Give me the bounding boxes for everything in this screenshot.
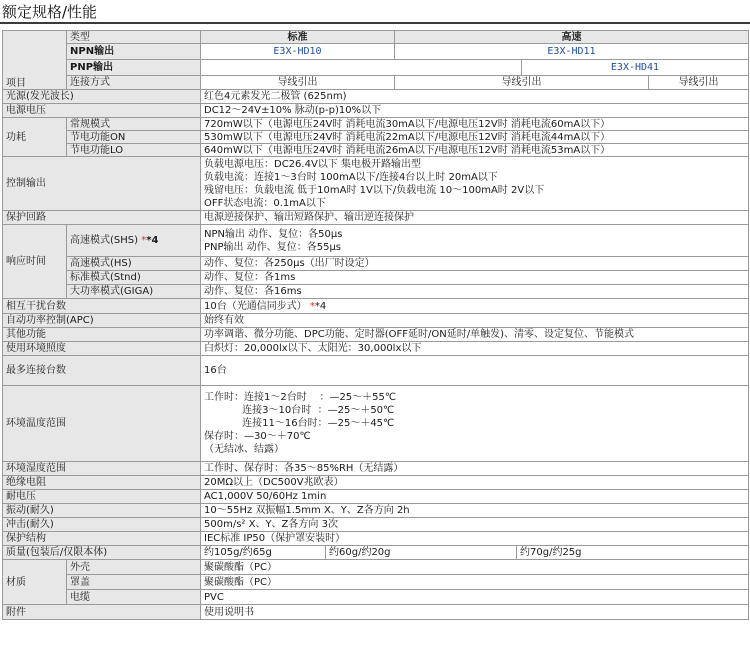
apc-label: 自动功率控制(APC)	[3, 314, 201, 328]
mutual-note: *4	[314, 300, 327, 312]
mutual-value-cell	[201, 299, 749, 314]
pnp-empty	[201, 60, 522, 76]
row-ambient-temp	[3, 386, 749, 462]
apc-value: 始终有效	[201, 314, 749, 328]
power-eco-on-label: 节电功能ON	[67, 131, 201, 144]
row-control-output	[3, 157, 749, 211]
response-hs-value: 动作、复位：各250μs（出厂时设定）	[201, 257, 749, 271]
ambient-humidity-value: 工作时、保存时：各35～85%RH（无结露）	[201, 462, 749, 476]
shs-asterisk: *	[141, 235, 147, 246]
power-eco-on-value: 530mW以下（电源电压24V时 消耗电流22mA以下/电源电压12V时 消耗电流44mA以下）	[201, 131, 749, 144]
ambient-temp-line: 连接11～16台时：—25～＋45℃	[204, 418, 395, 429]
response-shs-label	[67, 225, 201, 257]
ambient-temp-line: （无结冰、结露）	[204, 444, 284, 455]
npn-label: NPN输出	[67, 44, 201, 60]
row-power-eco-on	[3, 131, 749, 144]
type-label: 类型	[67, 31, 201, 44]
protect-struct-label: 保护结构	[3, 532, 201, 546]
supply-voltage-label: 电源电压	[3, 104, 201, 118]
insulation-value: 20MΩ以上（DC500V兆欧表）	[201, 476, 749, 490]
control-output-label: 控制输出	[3, 157, 201, 211]
withstand-label: 耐电压	[3, 490, 201, 504]
row-response-hs	[3, 257, 749, 271]
vibration-value: 10～55Hz 双振幅1.5mm X、Y、Z各方向 2h	[201, 504, 749, 518]
power-eco-lo-label: 节电功能LO	[67, 144, 201, 157]
conn-hd10: 导线引出	[201, 76, 395, 90]
material-case-label: 外壳	[67, 560, 201, 575]
row-light-source	[3, 90, 749, 104]
other-value: 功率调谐、微分功能、DPC功能、定时器(OFF延时/ON延时/单触发)、清零、设定复位、节能模式	[201, 328, 749, 342]
max-conn-value: 16台	[201, 356, 749, 386]
ambient-humidity-label: 环境湿度范围	[3, 462, 201, 476]
header-row-conn	[3, 76, 749, 90]
mass-hd11: 约60g/约20g	[326, 546, 517, 560]
insulation-label: 绝缘电阻	[3, 476, 201, 490]
row-max-conn	[3, 356, 749, 386]
shs-pnp-line: PNP输出 动作、复位：各55μs	[204, 241, 342, 253]
power-normal-label: 常规模式	[67, 118, 201, 131]
model-hd11: E3X-HD11	[395, 44, 749, 60]
header-row-pnp	[3, 60, 749, 76]
spec-table	[2, 30, 749, 620]
response-stnd-value: 动作、复位：各1ms	[201, 271, 749, 285]
row-supply-voltage	[3, 104, 749, 118]
power-label: 功耗	[3, 118, 67, 157]
material-cable-label: 电缆	[67, 590, 201, 605]
row-mass	[3, 546, 749, 560]
model-hd10: E3X-HD10	[201, 44, 395, 60]
accessory-label: 附件	[3, 605, 201, 620]
row-response-stnd	[3, 271, 749, 285]
mutual-label: 相互干扰台数	[3, 299, 201, 314]
model-hd41: E3X-HD41	[522, 60, 749, 76]
ambient-temp-value	[201, 386, 749, 462]
conn-label: 连接方式	[67, 76, 201, 90]
row-response-giga	[3, 285, 749, 299]
shock-label: 冲击(耐久)	[3, 518, 201, 532]
pnp-label: PNP输出	[67, 60, 201, 76]
protection-value: 电源逆接保护、输出短路保护、输出逆连接保护	[201, 211, 749, 225]
title-divider	[0, 22, 750, 24]
mass-label: 质量(包装后/仅限本体)	[3, 546, 201, 560]
control-output-line: 残留电压：负载电流 低于10mA时 1V以下/负载电流 10～100mA时 2V以下	[204, 184, 545, 196]
supply-voltage-value: DC12～24V±10% 脉动(p-p)10%以下	[201, 104, 749, 118]
row-power-normal	[3, 118, 749, 131]
mutual-asterisk: *	[309, 300, 315, 312]
mutual-value: 10台（光通信同步式）	[204, 300, 307, 312]
row-material-cable	[3, 590, 749, 605]
other-label: 其他功能	[3, 328, 201, 342]
response-stnd-label: 标准模式(Stnd)	[67, 271, 201, 285]
protect-struct-value: IEC标准 IP50（保护罩安装时）	[201, 532, 749, 546]
header-row-type	[3, 31, 749, 44]
row-ambient-humidity	[3, 462, 749, 476]
power-normal-value: 720mW以下（电源电压24V时 消耗电流30mA以下/电源电压12V时 消耗电流60mA以下）	[201, 118, 749, 131]
withstand-value: AC1,000V 50/60Hz 1min	[201, 490, 749, 504]
row-vibration	[3, 504, 749, 518]
ambient-temp-line: 工作时：连接1～2台时 ：—25～＋55℃	[204, 392, 397, 403]
row-protection	[3, 211, 749, 225]
row-response-shs	[3, 225, 749, 257]
row-shock	[3, 518, 749, 532]
ambient-temp-line: 连接3～10台时 ：—25～＋50℃	[204, 405, 395, 416]
shs-npn-line: NPN输出 动作、复位：各50μs	[204, 228, 343, 240]
control-output-value	[201, 157, 749, 211]
shs-mode-text: 高速模式(SHS)	[70, 235, 139, 246]
material-case-value: 聚碳酸酯（PC）	[201, 560, 749, 575]
ambient-temp-line: 保存时：—30～＋70℃	[204, 431, 311, 442]
conn-hd11: 导线引出	[395, 76, 649, 90]
row-power-eco-lo	[3, 144, 749, 157]
row-accessory	[3, 605, 749, 620]
control-output-line: 负载电源电压：DC26.4V以下 集电极开路输出型	[204, 158, 421, 170]
response-giga-value: 动作、复位：各16ms	[201, 285, 749, 299]
material-cover-value: 聚碳酸酯（PC）	[201, 575, 749, 590]
mass-hd41: 约70g/约25g	[517, 546, 749, 560]
vibration-label: 振动(耐久)	[3, 504, 201, 518]
col-highspeed: 高速	[395, 31, 749, 44]
row-other	[3, 328, 749, 342]
light-source-label: 光源(发光波长)	[3, 90, 201, 104]
header-row-npn	[3, 44, 749, 60]
shock-value: 500m/s² X、Y、Z各方向 3次	[201, 518, 749, 532]
material-label: 材质	[3, 560, 67, 605]
ambient-temp-label: 环境温度范围	[3, 386, 201, 462]
row-mutual	[3, 299, 749, 314]
response-hs-label: 高速模式(HS)	[67, 257, 201, 271]
conn-hd41: 导线引出	[649, 76, 749, 90]
response-label: 响应时间	[3, 225, 67, 299]
response-shs-value	[201, 225, 749, 257]
shs-note: *4	[146, 235, 159, 246]
page-title: 额定规格/性能	[2, 3, 98, 21]
illum-label: 使用环境照度	[3, 342, 201, 356]
material-cover-label: 罩盖	[67, 575, 201, 590]
response-giga-label: 大功率模式(GIGA)	[67, 285, 201, 299]
row-apc	[3, 314, 749, 328]
material-cable-value: PVC	[201, 590, 749, 605]
control-output-line: 负载电流：连接1～3台时 100mA以下/连接4台以上时 20mA以下	[204, 171, 498, 183]
control-output-line: OFF状态电流：0.1mA以下	[204, 197, 326, 209]
row-protect-struct	[3, 532, 749, 546]
item-header: 项目	[3, 31, 67, 90]
power-eco-lo-value: 640mW以下（电源电压24V时 消耗电流26mA以下/电源电压12V时 消耗电流53mA以下）	[201, 144, 749, 157]
row-material-cover	[3, 575, 749, 590]
max-conn-label: 最多连接台数	[3, 356, 201, 386]
mass-hd10: 约105g/约65g	[201, 546, 326, 560]
row-insulation	[3, 476, 749, 490]
col-standard: 标准	[201, 31, 395, 44]
row-material-case	[3, 560, 749, 575]
illum-value: 白炽灯：20,000lx以下、太阳光：30,000lx以下	[201, 342, 749, 356]
protection-label: 保护回路	[3, 211, 201, 225]
row-illum	[3, 342, 749, 356]
row-withstand	[3, 490, 749, 504]
light-source-value: 红色4元素发光二极管 (625nm)	[201, 90, 749, 104]
accessory-value: 使用说明书	[201, 605, 749, 620]
